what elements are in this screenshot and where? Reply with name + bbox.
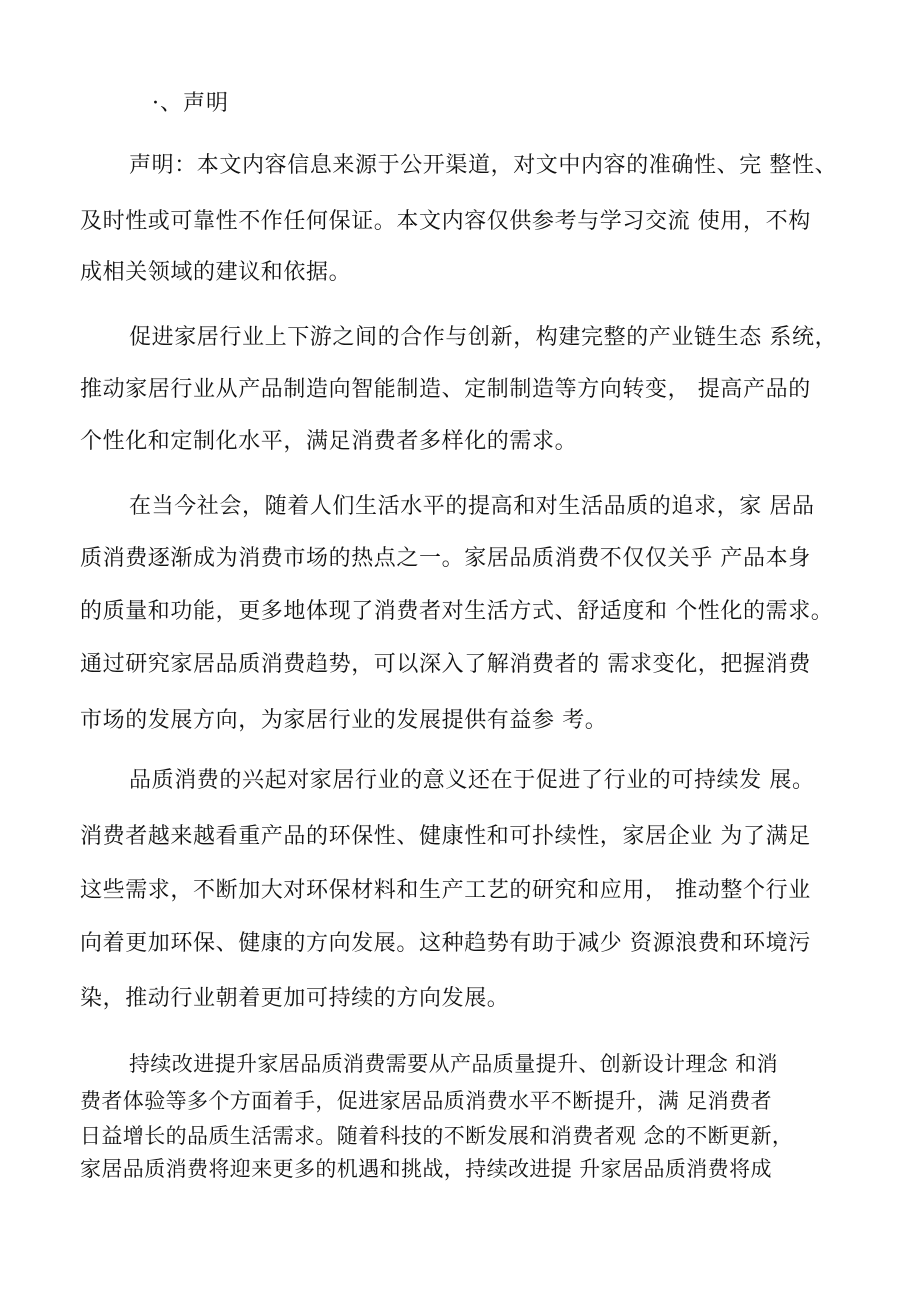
paragraph-line: 及时性或可靠性不作任何保证。本文内容仅供参考与学习交流 使用，不构 — [80, 209, 811, 234]
paragraph-line: 成相关领域的建议和依据。 — [80, 260, 352, 285]
paragraph-line: 的质量和功能，更多地体现了消费者对生活方式、舒适度和 个性化的需求。 — [80, 599, 834, 624]
paragraph-line: 这些需求，不断加大对环保材料和生产工艺的研究和应用， 推动整个行业 — [80, 878, 811, 903]
paragraph-line: 市场的发展方向，为家居行业的发展提供有益参 考。 — [80, 708, 608, 733]
paragraph-line: 品质消费的兴起对家居行业的意义还在于促进了行业的可持续发 展。 — [129, 768, 815, 793]
paragraph-line: 持续改进提升家居品质消费需要从产品质量提升、创新设计理念 和消 — [129, 1052, 779, 1076]
paragraph-line: 个性化和定制化水平，满足消费者多样化的需求。 — [80, 429, 578, 454]
paragraph-line: 声明：本文内容信息来源于公开渠道，对文中内容的准确性、完 整性、 — [129, 153, 838, 178]
paragraph-line: 染，推动行业朝着更加可持续的方向发展。 — [80, 986, 510, 1011]
paragraph-line: 消费者越来越看重产品的环保性、健康性和可扑续性，家居企业 为了满足 — [80, 824, 811, 849]
paragraph-line: 促进家居行业上下游之间的合作与创新，构建完整的产业链生态 系统， — [129, 325, 838, 350]
section-heading: ·、声明 — [152, 91, 229, 116]
paragraph-line: 费者体验等多个方面着手，促进家居品质消费水平不断提升，满 足消费者 — [80, 1089, 772, 1113]
paragraph-line: 在当今社会，随着人们生活水平的提高和对生活品质的追求，家 居品 — [129, 494, 815, 519]
paragraph-line: 向着更加环保、健康的方向发展。这种趋势有助于减少 资源浪费和环境污 — [80, 931, 811, 956]
paragraph-line: 推动家居行业从产品制造向智能制造、定制制造等方向转变， 提高产品的 — [80, 377, 811, 402]
paragraph-line: 家居品质消费将迎来更多的机遇和挑战，持续改进提 升家居品质消费将成 — [80, 1157, 772, 1181]
paragraph-line: 日益增长的品质生活需求。随着科技的不断发展和消费者观 念的不断更新， — [80, 1124, 794, 1148]
paragraph-line: 质消费逐渐成为消费市场的热点之一。家居品质消费不仅仅关乎 产品本身 — [80, 546, 811, 571]
paragraph-line: 通过研究家居品质消费趋势，可以深入了解消费者的 需求变化，把握消费 — [80, 652, 811, 677]
